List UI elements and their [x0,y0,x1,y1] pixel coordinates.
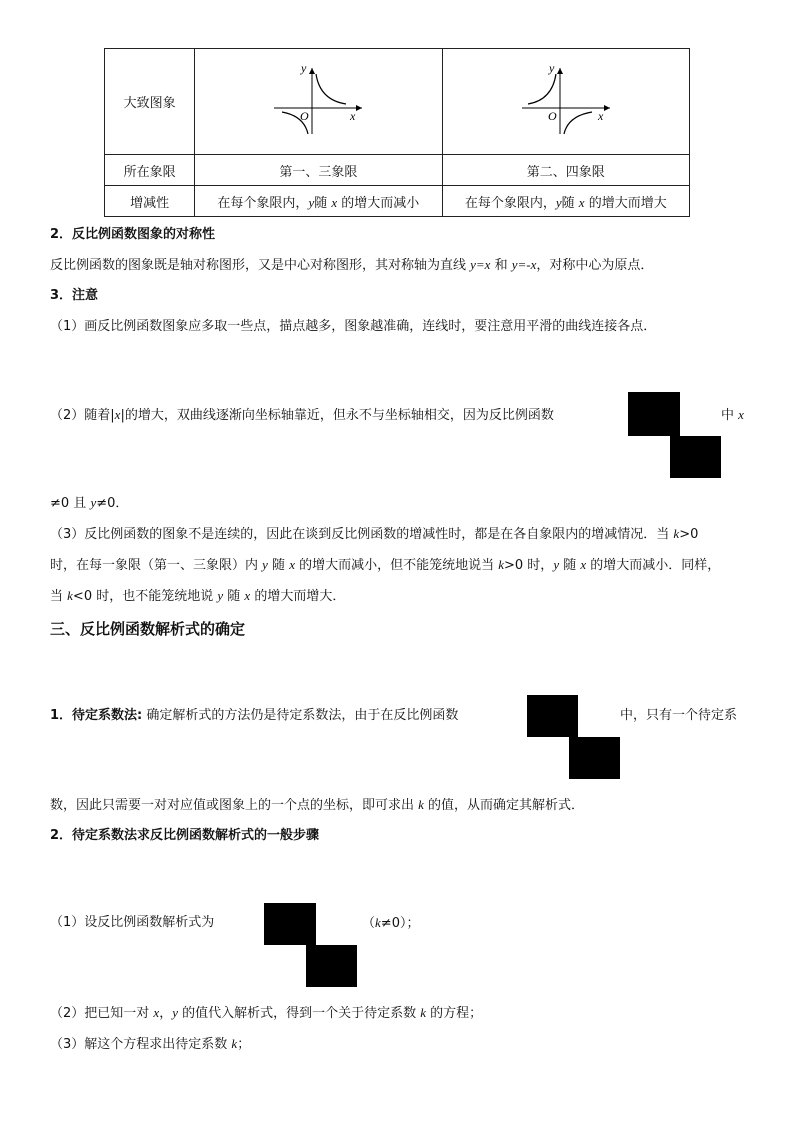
t: 确定解析式的方法仍是待定系数法，由于在反比例函数 [142,708,459,723]
step-1-condition [362,914,419,933]
equation: y=-x [511,257,537,272]
x-axis-label: x [350,108,356,123]
x-axis-label: x [597,108,604,123]
t: （1）设反比例函数解析式为 [50,915,215,930]
note-2-line-2 [50,494,128,513]
var-k: k [231,1036,238,1051]
t: ≠0）； [380,916,420,931]
formula-image-redacted [628,392,680,436]
monotonic-cell [442,186,689,217]
t: 的值，从而确定其解析式． [423,798,585,813]
var-k: k [375,915,381,930]
step-1 [50,914,214,932]
t: （3）解这个方程求出待定系数 [50,1037,232,1052]
t: 的增大而减小，但不能笼统地说当 [294,558,499,573]
method-1-line-2 [50,796,584,815]
var-k: k [498,557,505,572]
step-3 [50,1035,250,1054]
equation: y=x [470,257,491,272]
t: 的增大而增大 [588,195,667,211]
note-3-line-2 [50,556,720,575]
var-x: x [738,407,744,422]
var-k: k [67,588,73,603]
t: >0 [679,527,699,542]
formula-image-redacted [306,945,357,987]
symmetry-paragraph [50,256,653,275]
var-k: k [418,797,424,812]
table-row [105,155,690,186]
t: 当 [50,589,68,604]
monotonic-cell [195,186,442,217]
hyperbola-quadrants-1-3-graph [268,64,368,136]
t: （3）反比例函数的图象不是连续的，因此在谈到反比例函数的增减性时，都是在各自象限内的增减情况．当 [50,527,674,542]
t: 的增大而减小．同样， [586,558,721,573]
t: 随 [223,589,245,604]
t: 在每个象限内， [217,195,309,211]
var-y: y [90,495,97,510]
t: ≠0 且 [50,496,91,511]
t: （2）随着| [50,408,115,423]
t: |的增大，双曲线逐渐向坐标轴靠近，但永不与坐标轴相交，因为反比例函数 [120,408,554,423]
note-3-line-3 [50,587,345,606]
quadrant-cell: 第二、四象限 [442,155,689,186]
var-y: y [172,1005,178,1020]
var-y: y [308,194,315,210]
t: ； [237,1037,251,1052]
formula-image-redacted [670,436,721,478]
origin-label: O [300,108,310,123]
t: 在每个象限内， [464,195,556,211]
method-1-line-1 [50,707,458,725]
t: >0 时， [504,558,554,573]
var-k: k [673,526,680,541]
var-y: y [262,557,268,572]
var-y: y [553,557,560,572]
t: 的增大而增大． [250,589,346,604]
hyperbola-quadrants-2-4-graph [516,64,616,136]
var-x: x [153,1005,160,1020]
note-1: （1）画反比例函数图象应多取一些点，描点越多，图象越准确，连线时，要注意用平滑的曲线连接各点． [50,319,657,334]
note-3-line-1 [50,525,698,544]
t: 的方程； [426,1006,483,1021]
t: 时，在每一象限（第一、三象限）内 [50,558,263,573]
var-x: x [580,557,587,572]
t: ，对称中心为原点． [536,258,654,273]
var-x: x [289,557,295,572]
formula-image-redacted [264,903,316,945]
table-row [105,49,690,155]
t: ≠0． [96,496,129,511]
formula-image-redacted [569,737,620,779]
t: ， [159,1006,173,1021]
t: 的增大而减小 [341,195,420,211]
method-1-right: 中，只有一个待定系 [620,708,738,723]
method-1-title: 1．待定系数法: [50,708,143,723]
t: 的值代入解析式，得到一个关于待定系数 [177,1006,421,1021]
table-row [105,186,690,217]
t: <0 时，也不能笼统地说 [72,589,218,604]
t: 中 [721,408,739,423]
var-x: x [114,407,121,422]
var-y: y [217,588,224,603]
t: 随 [267,558,290,573]
y-axis-label: y [548,63,555,75]
part-heading: 三、反比例函数解析式的确定 [50,620,246,638]
graph-cell-k-positive [195,49,442,155]
t: 数，因此只需要一对对应值或图象上的一个点的坐标，即可求出 [50,798,419,813]
method-2-title: 2．待定系数法求反比例函数解析式的一般步骤 [50,828,320,843]
note-2-line-1 [50,406,554,425]
t: 随 [314,195,328,211]
t: 反比例函数的图象既是轴对称图形，又是中心对称图形，其对称轴为直线 [50,258,471,273]
step-2 [50,1004,482,1023]
y-axis-label: y [301,63,307,75]
row-header: 所在象限 [105,155,195,186]
t: （ [362,916,376,931]
var-y: y [555,194,562,210]
section-title-notes: 3．注意 [50,288,99,303]
t: 和 [490,258,512,273]
quadrant-cell: 第一、三象限 [195,155,442,186]
graph-cell-k-negative [442,49,689,155]
row-header: 增减性 [105,186,195,217]
formula-image-redacted [527,695,578,737]
properties-table [104,48,690,217]
t: 随 [559,558,581,573]
var-k: k [420,1005,427,1020]
note-2-right [721,406,744,425]
var-x: x [244,588,251,603]
row-header: 大致图象 [105,49,195,155]
t: （2）把已知一对 [50,1006,154,1021]
t: 随 [561,195,575,211]
section-title-symmetry: 2．反比例函数图象的对称性 [50,227,216,242]
origin-label: O [547,108,557,123]
var-x: x [578,194,585,210]
var-x: x [331,194,338,210]
